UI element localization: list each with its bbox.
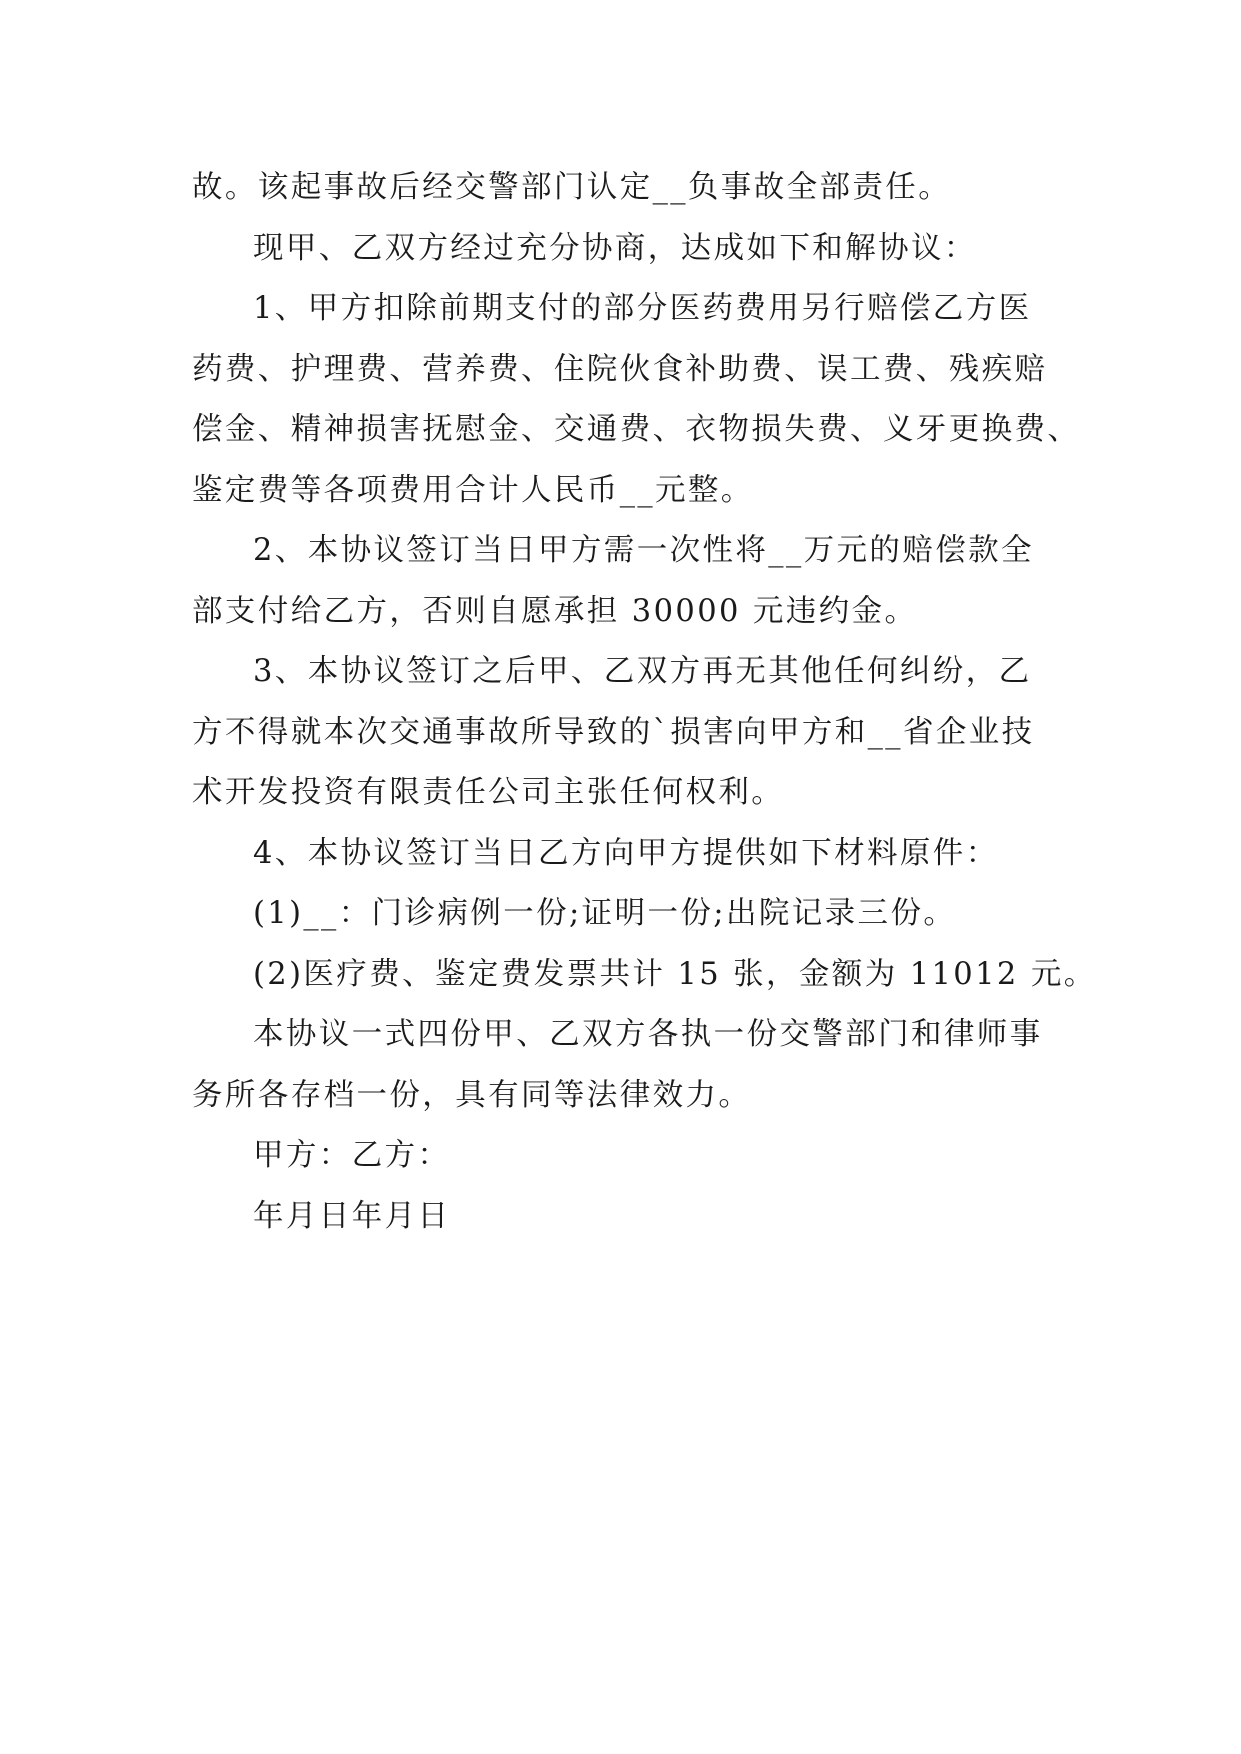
text-line: 3、本协议签订之后甲、乙双方再无其他任何纠纷，乙 <box>253 654 1032 689</box>
signature-parties-line: 甲方：乙方： <box>253 1138 451 1173</box>
text-line: 药费、护理费、营养费、住院伙食补助费、误工费、残疾赔 <box>192 351 1048 387</box>
text-line: (2)医疗费、鉴定费发票共计 15 张，金额为 11012 元。 <box>253 956 1097 992</box>
text-line: 偿金、精神损害抚慰金、交通费、衣物损失费、义牙更换费、 <box>192 412 1081 447</box>
signature-date-line: 年月日年月日 <box>253 1198 451 1234</box>
text-line: 方不得就本次交通事故所导致的`损害向甲方和__省企业技 <box>192 714 1035 750</box>
text-line: 本协议一式四份甲、乙双方各执一份交警部门和律师事 <box>253 1017 1043 1052</box>
text-line: 务所各存档一份，具有同等法律效力。 <box>192 1077 752 1113</box>
text-line: 现甲、乙双方经过充分协商，达成如下和解协议： <box>253 230 977 266</box>
text-line: 鉴定费等各项费用合计人民币__元整。 <box>192 472 754 508</box>
text-line: 4、本协议签订当日乙方向甲方提供如下材料原件： <box>253 835 999 871</box>
document-body <box>192 158 1097 1247</box>
text-line: 2、本协议签订当日甲方需一次性将__万元的赔偿款全 <box>253 533 1034 568</box>
text-line: 术开发投资有限责任公司主张任何权利。 <box>192 775 785 810</box>
text-line: (1)__：门诊病例一份;证明一份;出院记录三份。 <box>253 896 957 931</box>
text-line: 1、甲方扣除前期支付的部分医药费用另行赔偿乙方医 <box>253 291 1032 326</box>
text-line: 故。该起事故后经交警部门认定__负事故全部责任。 <box>192 170 952 205</box>
text-line: 部支付给乙方，否则自愿承担 30000 元违约金。 <box>192 593 918 629</box>
